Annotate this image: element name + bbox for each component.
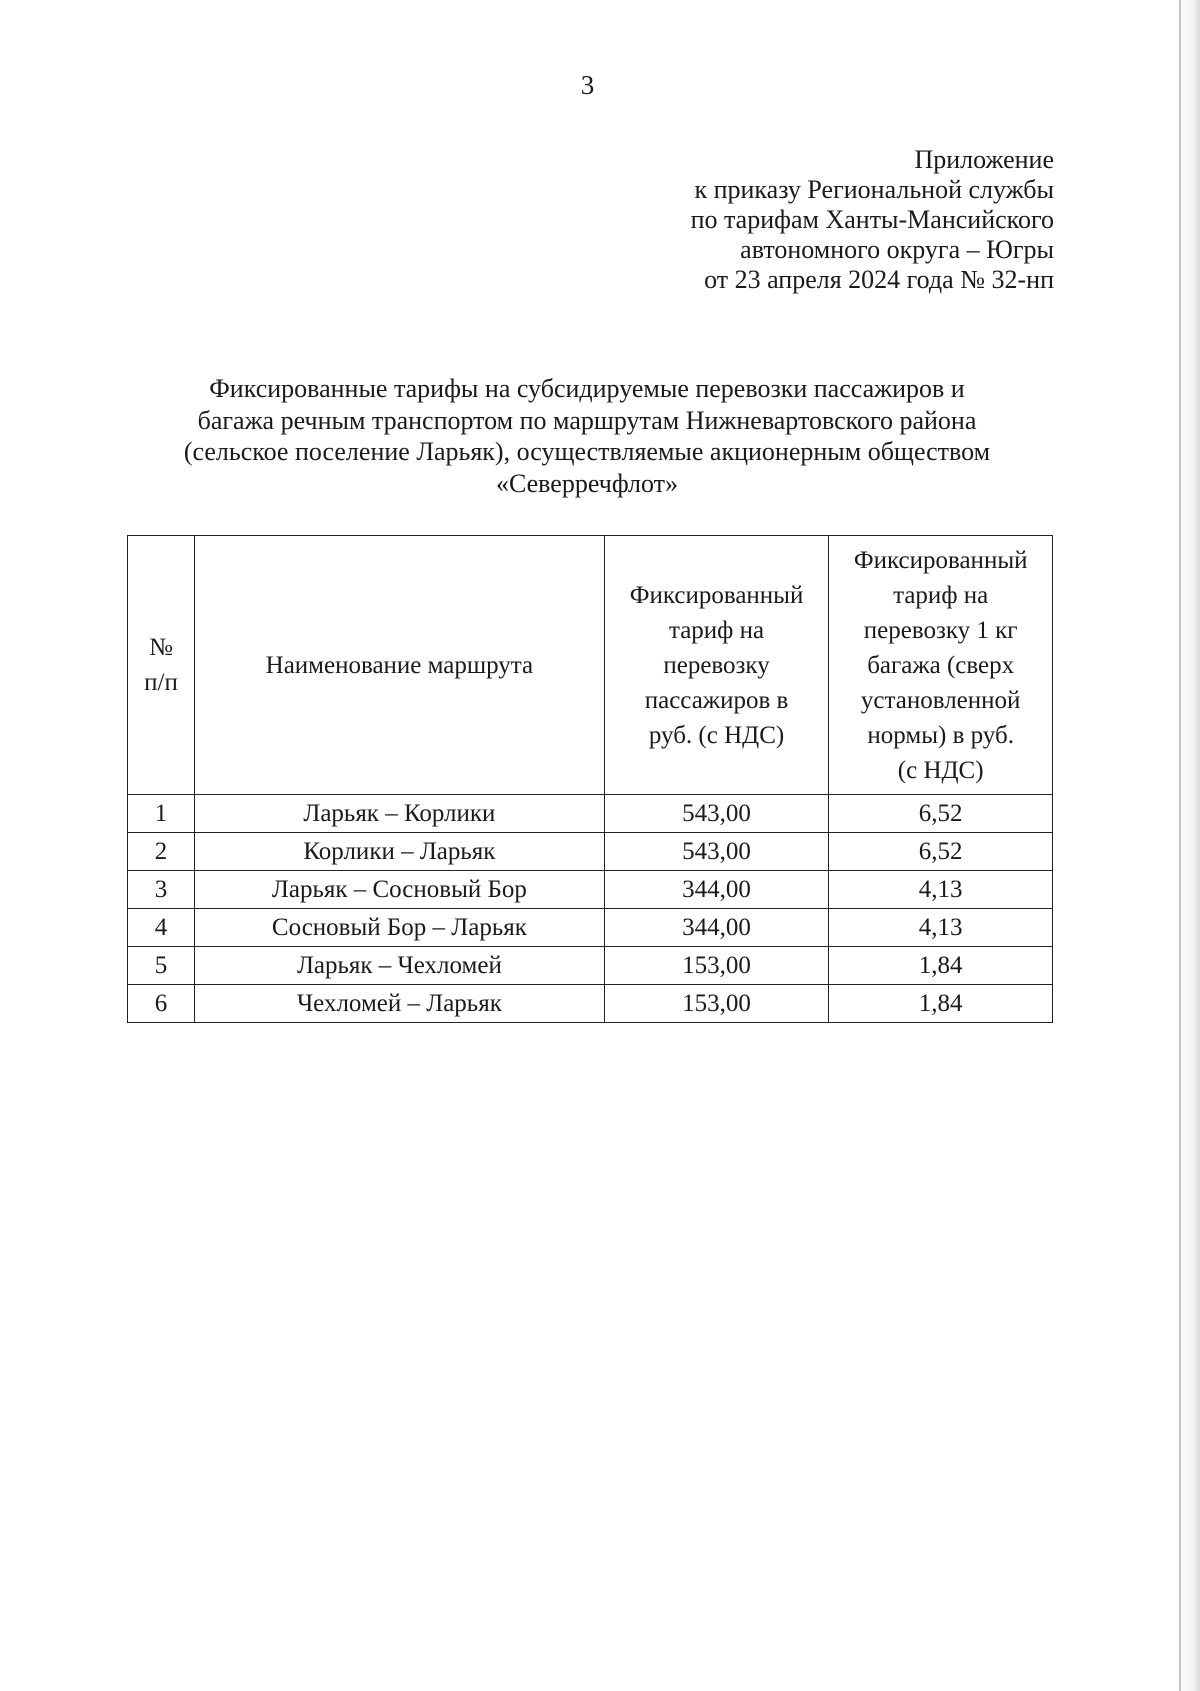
table-row [128,985,1053,1023]
cell-route: Ларьяк – Корлики [195,795,605,833]
page-number: 3 [580,70,595,100]
cell-passenger-tariff: 344,00 [604,871,829,909]
header-baggage-tariff [829,536,1053,795]
table-row [128,871,1053,909]
table-row [128,833,1053,871]
header-line: Наименование маршрута [265,651,534,679]
header-line: нормы) в руб. [867,721,1014,749]
header-line: Фиксированный [629,581,804,609]
header-line: перевозку 1 кг [863,616,1018,644]
header-route-name [195,536,605,795]
title-line: Фиксированные тарифы на субсидируемые перевозки пассажиров и [209,374,965,403]
appendix-line: автономного округа – Югры [740,235,1054,264]
header-line: багажа (сверх [867,651,1015,679]
scan-edge [1176,0,1200,1691]
cell-passenger-tariff: 543,00 [604,795,829,833]
header-line: пассажиров в [644,686,789,714]
title-line: «Северречфлот» [495,468,679,498]
appendix-line: к приказу Региональной службы [694,175,1054,204]
cell-baggage-tariff: 6,52 [829,833,1053,871]
title-line: багажа речным транспортом по маршрутам Нижневартовского района [197,405,977,435]
cell-number: 4 [128,909,195,947]
cell-passenger-tariff: 543,00 [604,833,829,871]
table-header-row [128,536,1053,795]
header-line: (с НДС) [897,756,984,784]
cell-passenger-tariff: 153,00 [604,985,829,1023]
header-line: установленной [860,686,1021,714]
cell-baggage-tariff: 1,84 [829,947,1053,985]
appendix-line: Приложение [914,145,1054,174]
tariffs-table [127,535,1053,1023]
table-row [128,795,1053,833]
cell-baggage-tariff: 4,13 [829,871,1053,909]
cell-route: Корлики – Ларьяк [195,833,605,871]
cell-route: Сосновый Бор – Ларьяк [195,909,605,947]
table-row [128,909,1053,947]
cell-number: 6 [128,985,195,1023]
appendix-line: от 23 апреля 2024 года № 32-нп [704,265,1054,294]
cell-baggage-tariff: 4,13 [829,909,1053,947]
header-passenger-tariff [604,536,829,795]
header-line: Фиксированный [853,546,1028,574]
cell-route: Ларьяк – Сосновый Бор [195,871,605,909]
cell-route: Чехломей – Ларьяк [195,985,605,1023]
cell-number: 2 [128,833,195,871]
appendix-block [691,145,1054,295]
title-line: (сельское поселение Ларьяк), осуществляемые акционерным обществом [183,437,991,466]
cell-number: 3 [128,871,195,909]
table-row [128,947,1053,985]
header-line: № [149,634,173,661]
cell-route: Ларьяк – Чехломей [195,947,605,985]
header-line: перевозку [663,651,770,679]
cell-baggage-tariff: 1,84 [829,985,1053,1023]
appendix-line: по тарифам Ханты-Мансийского [690,205,1054,234]
cell-number: 1 [128,795,195,833]
header-line: руб. (с НДС) [648,721,785,749]
document-title [127,373,1047,499]
cell-baggage-tariff: 6,52 [829,795,1053,833]
cell-passenger-tariff: 153,00 [604,947,829,985]
cell-number: 5 [128,947,195,985]
header-line: п/п [144,669,178,696]
header-number [128,536,195,795]
header-line: тариф на [668,616,765,644]
header-line: тариф на [893,581,989,609]
cell-passenger-tariff: 344,00 [604,909,829,947]
